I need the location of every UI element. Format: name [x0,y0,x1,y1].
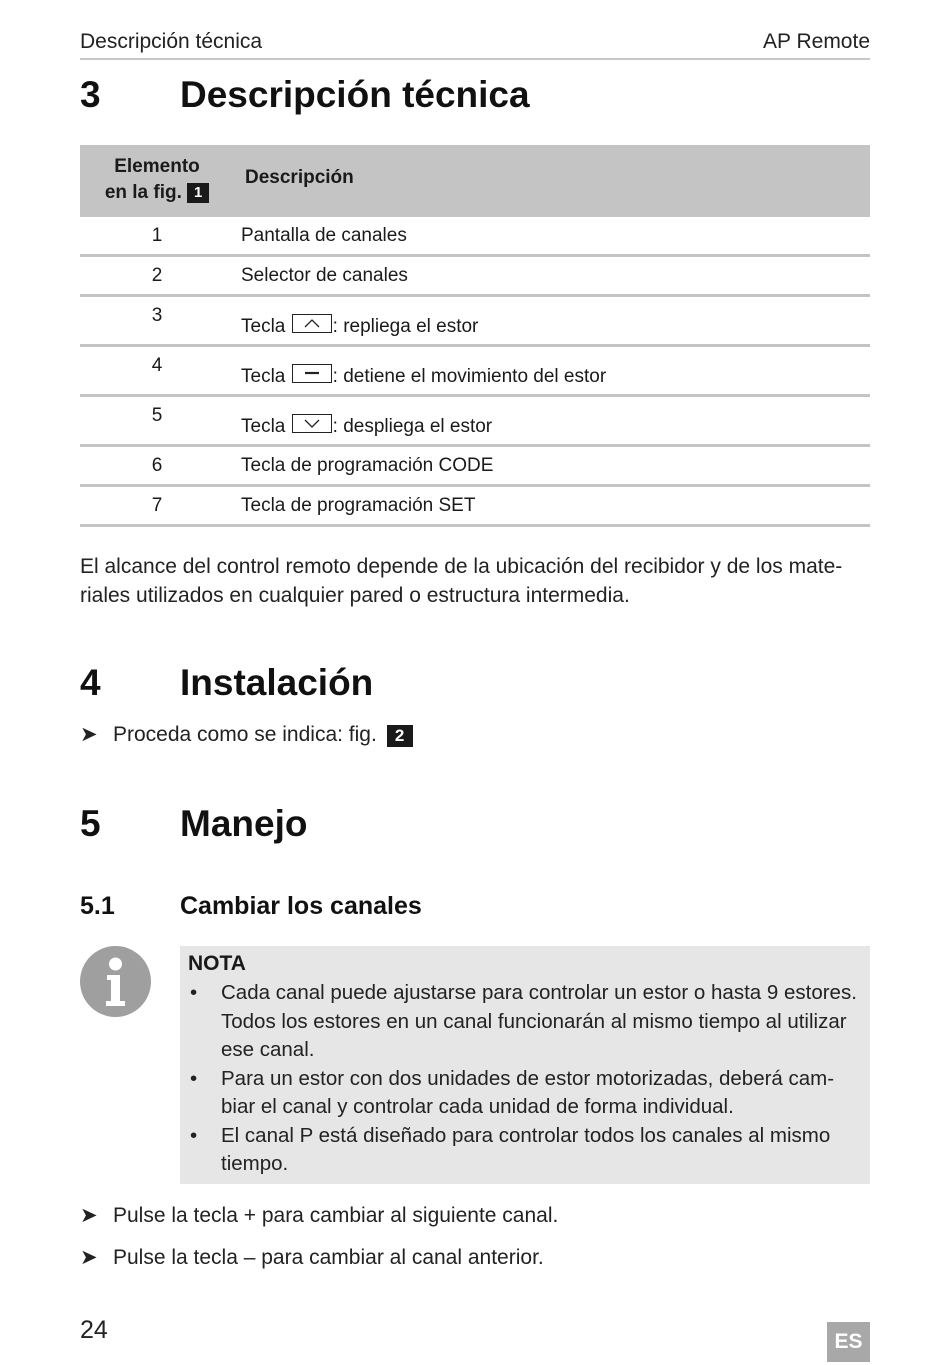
bullet-icon: • [190,1123,198,1147]
bullet-icon: • [190,1066,198,1090]
figure-ref-badge: 2 [387,725,413,747]
header-divider [80,58,870,60]
bullet-icon: • [190,981,198,1004]
subsection-5-1-heading [80,892,870,924]
stop-key-icon [292,364,332,383]
section-3-heading [80,74,870,120]
info-icon [80,946,151,1017]
arrow-bullet-icon: ➤ [80,1204,98,1227]
language-badge: ES [827,1322,870,1362]
table-row: 7 Tecla de programación SET [80,487,870,527]
section-number: 4 [80,662,101,703]
down-arrow-key-icon [292,414,332,433]
list-item: • Cada canal puede ajustarse para controlar un estor o hasta 9 estores. Todos los estores en un canal funcionarán al mismo tiempo al utilizar ese canal. [190,981,857,1061]
channel-step: ➤ Pulse la tecla – para cambiar al canal anterior. [80,1246,544,1269]
range-paragraph: El alcance del control remoto depende de la ubicación del recibidor y de los mate-riales utilizados en cualquier pared o estructura intermedia. [80,555,843,607]
page-number: 24 [80,1316,108,1344]
channel-step: ➤ Pulse la tecla + para cambiar al siguiente canal. [80,1204,559,1227]
subsection-number: 5.1 [80,892,115,920]
table-row: 3 Tecla : repliega el estor [80,297,870,347]
table-header [80,145,870,217]
install-step: ➤ Proceda como se indica: fig. 2 [80,722,413,747]
subsection-title: Cambiar los canales [180,892,422,920]
components-table [80,145,870,527]
list-item: • Para un estor con dos unidades de estor motorizadas, deberá cam-biar el canal y controlar cada unidad de forma individual. [190,1066,835,1118]
section-title: Manejo [180,803,308,844]
column-header-description: Descripción [245,167,354,188]
table-row: 1 Pantalla de canales [80,217,870,257]
arrow-bullet-icon: ➤ [80,1246,98,1269]
section-title: Descripción técnica [180,74,530,115]
section-4-heading [80,662,870,708]
section-title: Instalación [180,662,374,703]
figure-ref-badge: 1 [187,183,209,203]
note-box [180,946,870,1184]
table-row: 5 Tecla : despliega el estor [80,397,870,447]
table-row: 6 Tecla de programación CODE [80,447,870,487]
table-row: 4 Tecla : detiene el movimiento del estor [80,347,870,397]
note-list [188,979,860,1179]
running-header-left: Descripción técnica [80,30,263,53]
table-row: 2 Selector de canales [80,257,870,297]
column-header-element: Elemento en la fig. 1 [80,154,234,206]
section-number: 5 [80,803,101,844]
note-title: NOTA [188,952,246,975]
list-item: • El canal P está diseñado para controlar todos los canales al mismo tiempo. [190,1123,831,1175]
section-number: 3 [80,74,101,115]
running-header-right: AP Remote [763,30,870,53]
arrow-bullet-icon: ➤ [80,723,98,746]
up-arrow-key-icon [292,314,332,333]
section-5-heading [80,803,870,849]
